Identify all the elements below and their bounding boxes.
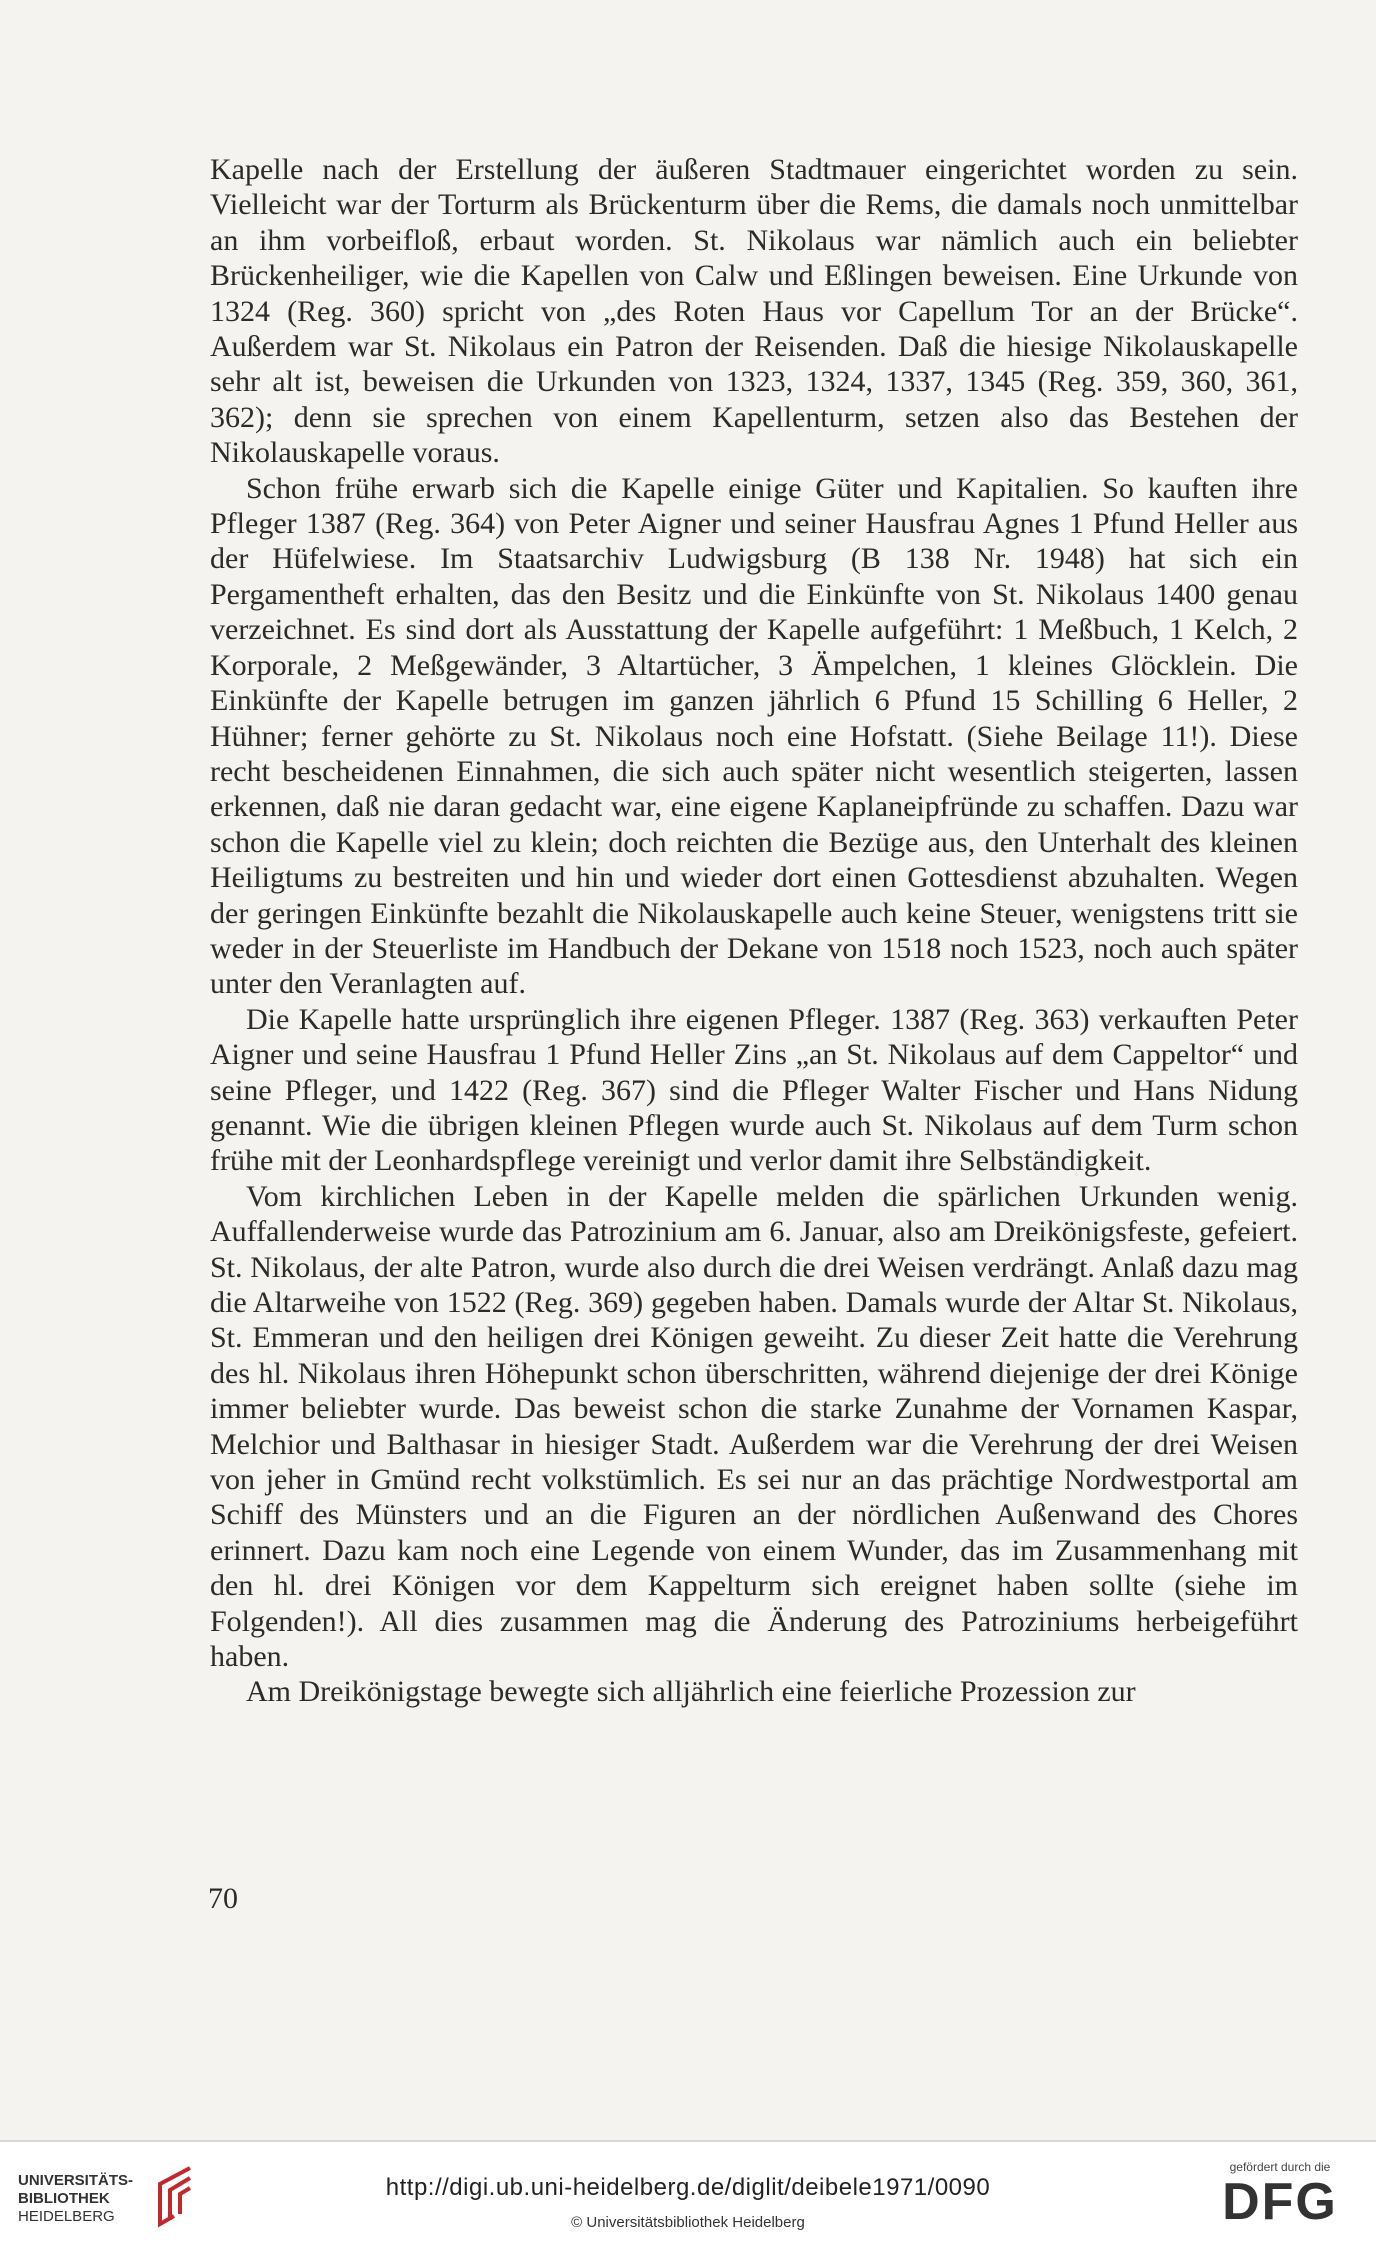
dfg-logo xyxy=(1210,2160,1350,2230)
dfg-wordmark: DFG xyxy=(1222,2173,1338,2231)
paragraph-1: Kapelle nach der Erstellung der äußeren Stadtmauer eingerichtet worden zu sein. Vielleicht war der Torturm als Brückenturm über die Rems, die damals noch unmittelbar an ihm vorbeifloß, erbaut worden. St. Nikolaus war nämlich auch ein beliebter Brückenheiliger, wie die Kapellen von Calw und Eßlingen beweisen. Eine Urkunde von 1324 (Reg. 360) spricht von „des Roten Haus vor Capellum Tor an der Brücke“. Außerdem war St. Nikolaus ein Patron der Reisenden. Daß die hiesige Nikolauskapelle sehr alt ist, beweisen die Urkunden von 1323, 1324, 1337, 1345 (Reg. 359, 360, 361, 362); denn sie sprechen von einem Kapellenturm, setzen also das Bestehen der Nikolauskapelle voraus. xyxy=(210,153,1298,470)
paragraph-4: Vom kirchlichen Leben in der Kapelle melden die spärlichen Urkunden wenig. Auffallenderweise wurde das Patrozinium am 6. Januar, also am Dreikönigsfeste, gefeiert. St. Nikolaus, der alte Patron, wurde also durch die drei Weisen verdrängt. Anlaß dazu mag die Altarweihe von 1522 (Reg. 369) gegeben haben. Damals wurde der Altar St. Nikolaus, St. Emmeran und den heiligen drei Königen geweiht. Zu dieser Zeit hatte die Verehrung des hl. Nikolaus ihren Höhepunkt schon überschritten, während diejenige der drei Könige immer beliebter wurde. Das beweist schon die starke Zunahme der Vornamen Kaspar, Melchior und Balthasar in hiesiger Stadt. Außerdem war die Verehrung der drei Weisen von jeher in Gmünd recht volkstümlich. Es sei nur an das prächtige Nordwestportal am Schiff des Münsters und an die Figuren an der nördlichen Außenwand des Chores erinnert. Dazu kam noch eine Legende von einem Wunder, das im Zusammenhang mit den hl. drei Königen vor dem Kappelturm sich ereignet haben sollte (siehe im Folgenden!). All dies zusammen mag die Änderung des Patroziniums herbeigeführt haben. xyxy=(210,1179,1298,1674)
paragraph-3: Die Kapelle hatte ursprünglich ihre eigenen Pfleger. 1387 (Reg. 363) verkauften Peter Aigner und seine Hausfrau 1 Pfund Heller Zins „an St. Nikolaus auf dem Cappeltor“ und seine Pfleger, und 1422 (Reg. 367) sind die Pfleger Walter Fischer und Hans Nidung genannt. Wie die übrigen kleinen Pflegen wurde auch St. Nikolaus auf dem Turm schon frühe mit der Leonhardspflege vereinigt und verlor damit ihre Selbständigkeit. xyxy=(210,1002,1298,1178)
logo-line-3: HEIDELBERG xyxy=(18,2208,115,2225)
page-body xyxy=(210,152,1298,1710)
paragraph-5: Am Dreikönigstage bewegte sich alljährlich eine feierliche Prozession zur xyxy=(246,1675,1136,1709)
paragraph-2: Schon frühe erwarb sich die Kapelle einige Güter und Kapitalien. So kauften ihre Pfleger 1387 (Reg. 364) von Peter Aigner und seiner Hausfrau Agnes 1 Pfund Heller aus der Hüfelwiese. Im Staatsarchiv Ludwigsburg (B 138 Nr. 1948) hat sich ein Pergamentheft erhalten, das den Besitz und die Einkünfte von St. Nikolaus 1400 genau verzeichnet. Es sind dort als Ausstattung der Kapelle aufgeführt: 1 Meßbuch, 1 Kelch, 2 Korporale, 2 Meßgewänder, 3 Altartücher, 3 Ämpelchen, 1 kleines Glöcklein. Die Einkünfte der Kapelle betrugen im ganzen jährlich 6 Pfund 15 Schilling 6 Heller, 2 Hühner; ferner gehörte zu St. Nikolaus noch eine Hofstatt. (Siehe Beilage 11!). Diese recht bescheidenen Einnahmen, die sich auch später nicht wesentlich steigerten, lassen erkennen, daß nie daran gedacht war, eine eigene Kaplaneipfründe zu schaffen. Dazu war schon die Kapelle viel zu klein; doch reichten die Bezüge aus, den Unterhalt des kleinen Heiligtums zu bestreiten und hin und wieder dort einen Gottesdienst abzuhalten. Wegen der geringen Einkünfte bezahlt die Nikolauskapelle auch keine Steuer, wenigstens tritt sie weder in der Steuerliste im Handbuch der Dekane von 1518 noch 1523, noch auch später unter den Veranlagten auf. xyxy=(210,471,1298,1001)
logo-line-1: UNIVERSITÄTS- xyxy=(18,2172,134,2189)
copyright-notice: © Universitätsbibliothek Heidelberg xyxy=(571,2214,805,2231)
footer-bar xyxy=(0,2140,1376,2251)
logo-line-2: BIBLIOTHEK xyxy=(18,2190,110,2207)
permalink-url[interactable]: http://digi.ub.uni-heidelberg.de/diglit/deibele1971/0090 xyxy=(385,2174,991,2201)
funded-by-label: gefördert durch die xyxy=(1229,2160,1331,2174)
page-number: 70 xyxy=(208,1882,238,1915)
